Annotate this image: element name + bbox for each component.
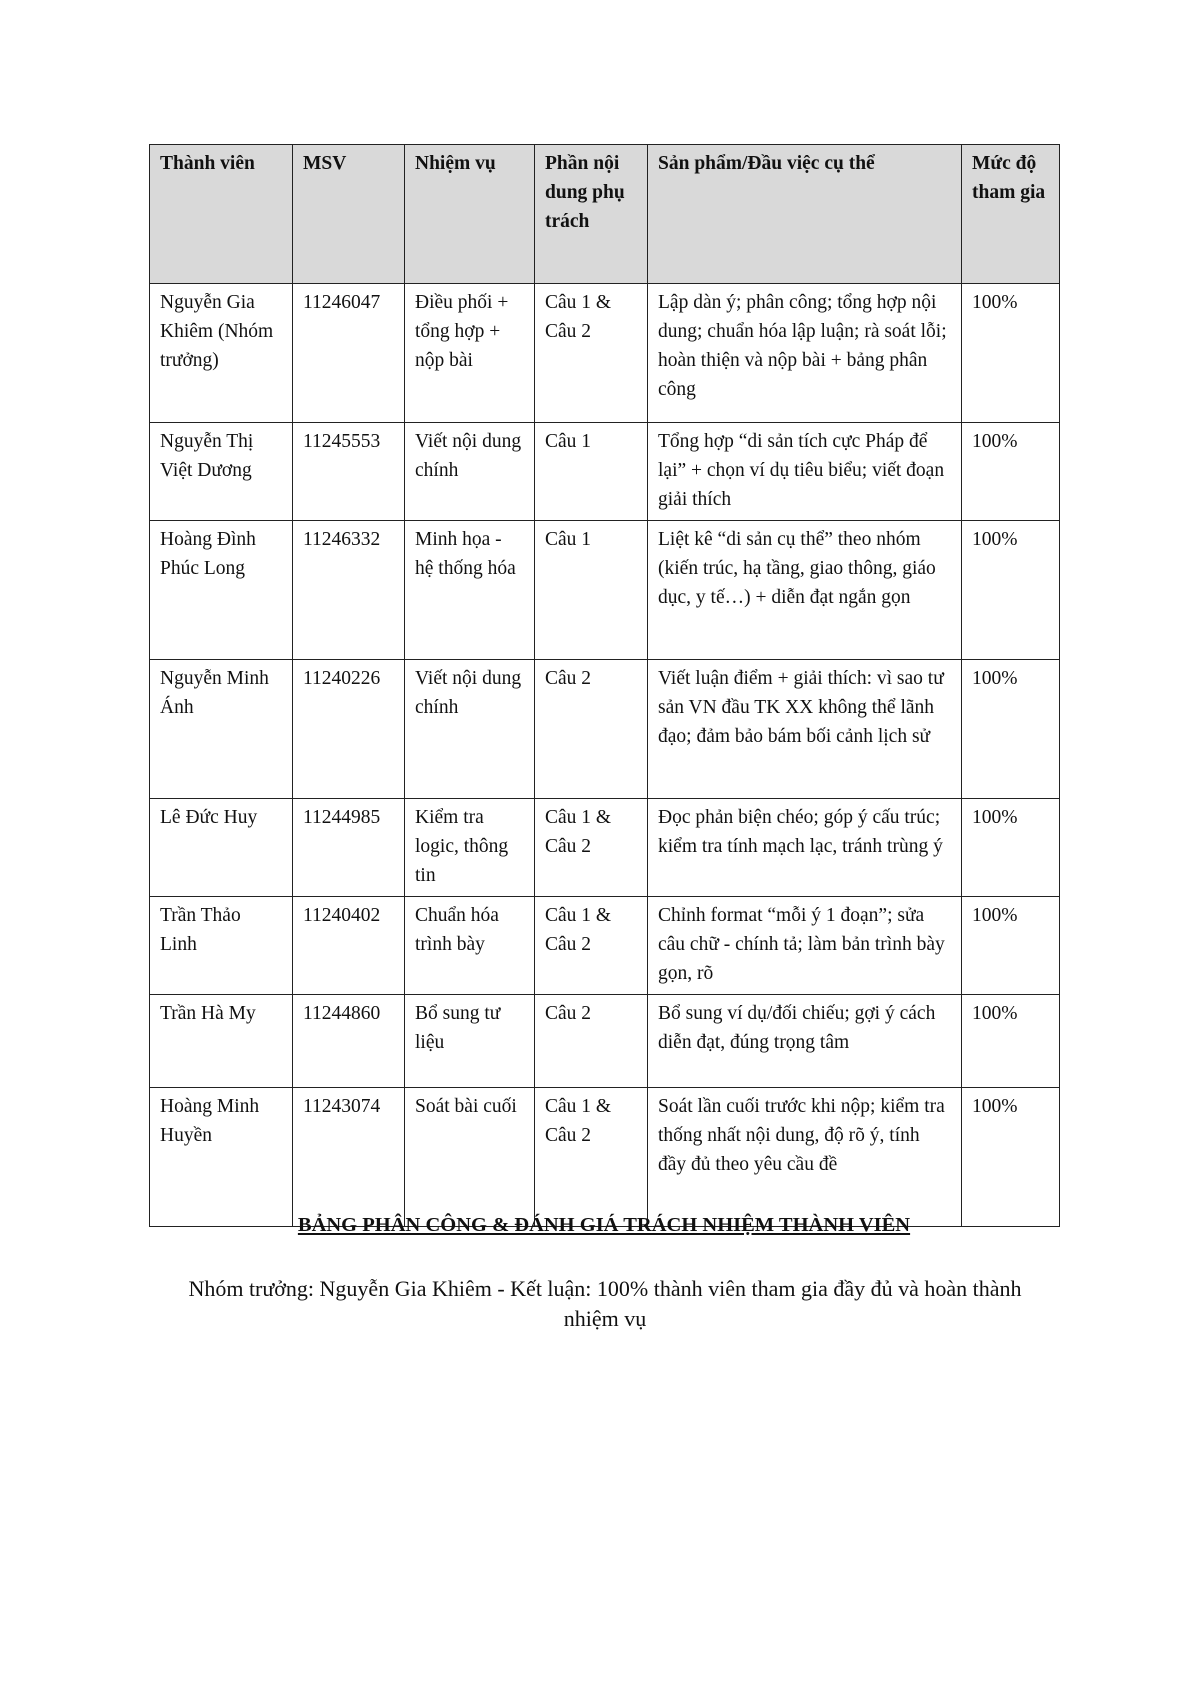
part-cell: Câu 2: [535, 660, 648, 799]
table-header-row: [150, 145, 1060, 284]
msv-cell: 11246332: [293, 521, 405, 660]
msv-cell: 11244860: [293, 995, 405, 1088]
task-cell: Viết nội dung chính: [405, 423, 535, 521]
member-cell: Nguyễn Gia Khiêm (Nhóm trưởng): [150, 284, 293, 423]
task-cell: Điều phối + tổng hợp + nộp bài: [405, 284, 535, 423]
level-cell: 100%: [962, 799, 1060, 897]
level-cell: 100%: [962, 660, 1060, 799]
header-level: Mức độ tham gia: [962, 145, 1060, 284]
table-row: [150, 1088, 1060, 1227]
level-cell: 100%: [962, 1088, 1060, 1227]
document-title: BẢNG PHÂN CÔNG & ĐÁNH GIÁ TRÁCH NHIỆM THÀNH VIÊN: [297, 1214, 911, 1236]
table-row: [150, 284, 1060, 423]
member-cell: Hoàng Minh Huyền: [150, 1088, 293, 1227]
table-row: [150, 521, 1060, 660]
msv-cell: 11240226: [293, 660, 405, 799]
member-cell: Nguyễn Minh Ánh: [150, 660, 293, 799]
task-cell: Bổ sung tư liệu: [405, 995, 535, 1088]
part-cell: Câu 1: [535, 423, 648, 521]
table-row: [150, 897, 1060, 995]
member-cell: Hoàng Đình Phúc Long: [150, 521, 293, 660]
part-cell: Câu 1 & Câu 2: [535, 1088, 648, 1227]
level-cell: 100%: [962, 995, 1060, 1088]
product-cell: Đọc phản biện chéo; góp ý cấu trúc; kiểm tra tính mạch lạc, tránh trùng ý: [648, 799, 962, 897]
level-cell: 100%: [962, 284, 1060, 423]
msv-cell: 11243074: [293, 1088, 405, 1227]
table-row: [150, 660, 1060, 799]
task-cell: Soát bài cuối: [405, 1088, 535, 1227]
msv-cell: 11244985: [293, 799, 405, 897]
product-cell: Bổ sung ví dụ/đối chiếu; gợi ý cách diễn đạt, đúng trọng tâm: [648, 995, 962, 1088]
level-cell: 100%: [962, 423, 1060, 521]
product-cell: Liệt kê “di sản cụ thể” theo nhóm (kiến trúc, hạ tầng, giao thông, giáo dục, y tế…) + diễn đạt ngắn gọn: [648, 521, 962, 660]
product-cell: Chỉnh format “mỗi ý 1 đoạn”; sửa câu chữ - chính tả; làm bản trình bày gọn, rõ: [648, 897, 962, 995]
product-cell: Tổng hợp “di sản tích cực Pháp để lại” + chọn ví dụ tiêu biểu; viết đoạn giải thích: [648, 423, 962, 521]
task-cell: Chuẩn hóa trình bày: [405, 897, 535, 995]
part-cell: Câu 2: [535, 995, 648, 1088]
member-cell: Lê Đức Huy: [150, 799, 293, 897]
part-cell: Câu 1 & Câu 2: [535, 284, 648, 423]
product-cell: Soát lần cuối trước khi nộp; kiểm tra thống nhất nội dung, độ rõ ý, tính đầy đủ theo yêu cầu đề: [648, 1088, 962, 1227]
part-cell: Câu 1 & Câu 2: [535, 897, 648, 995]
assignment-table: [149, 144, 1060, 1227]
member-cell: Trần Thảo Linh: [150, 897, 293, 995]
conclusion-text: Nhóm trưởng: Nguyễn Gia Khiêm - Kết luận: 100% thành viên tham gia đầy đủ và hoàn thành nhiệm vụ: [188, 1276, 1022, 1331]
part-cell: Câu 1: [535, 521, 648, 660]
member-cell: Nguyễn Thị Việt Dương: [150, 423, 293, 521]
product-cell: Lập dàn ý; phân công; tổng hợp nội dung; chuẩn hóa lập luận; rà soát lỗi; hoàn thiện và nộp bài + bảng phân công: [648, 284, 962, 423]
header-product: Sản phẩm/Đầu việc cụ thể: [648, 145, 962, 284]
header-task: Nhiệm vụ: [405, 145, 535, 284]
msv-cell: 11240402: [293, 897, 405, 995]
level-cell: 100%: [962, 521, 1060, 660]
level-cell: 100%: [962, 897, 1060, 995]
header-part: Phần nội dung phụ trách: [535, 145, 648, 284]
table-row: [150, 995, 1060, 1088]
member-cell: Trần Hà My: [150, 995, 293, 1088]
msv-cell: 11245553: [293, 423, 405, 521]
header-member: Thành viên: [150, 145, 293, 284]
product-cell: Viết luận điểm + giải thích: vì sao tư sản VN đầu TK XX không thể lãnh đạo; đảm bảo bám bối cảnh lịch sử: [648, 660, 962, 799]
msv-cell: 11246047: [293, 284, 405, 423]
table-row: [150, 799, 1060, 897]
task-cell: Viết nội dung chính: [405, 660, 535, 799]
task-cell: Minh họa - hệ thống hóa: [405, 521, 535, 660]
header-msv: MSV: [293, 145, 405, 284]
part-cell: Câu 1 & Câu 2: [535, 799, 648, 897]
task-cell: Kiểm tra logic, thông tin: [405, 799, 535, 897]
table-row: [150, 423, 1060, 521]
